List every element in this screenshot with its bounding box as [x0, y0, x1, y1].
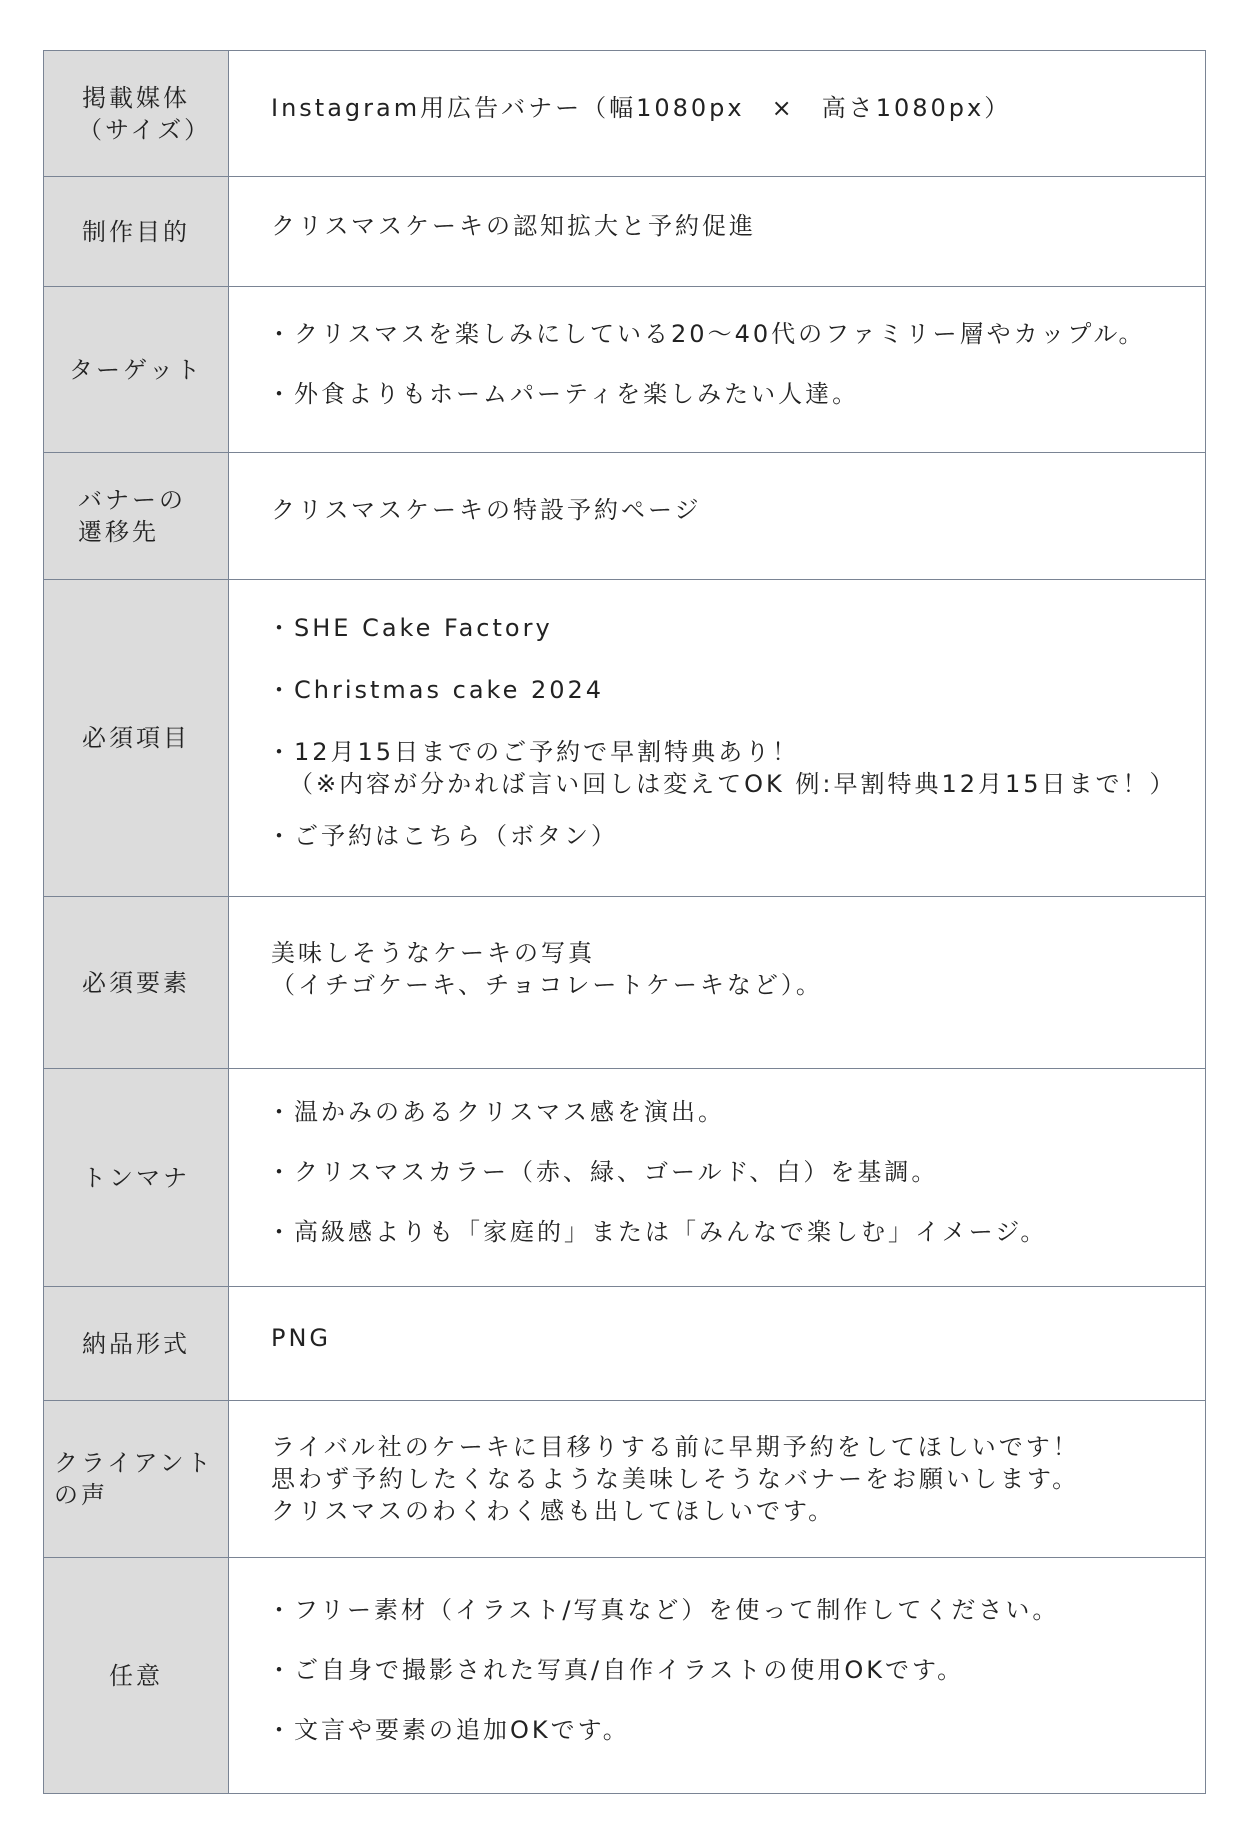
label-line: ターゲット [68, 355, 204, 384]
bullet-item: ・外食よりもホームパーティを楽しみたい人達。 [267, 379, 860, 408]
label-line: 掲載媒体 [82, 83, 190, 112]
value-line: 思わず予約したくなるような美味しそうなバナーをお願いします。 [271, 1465, 1080, 1493]
bullet-item: ・SHE Cake Factory [267, 614, 553, 642]
label-line: 遷移先 [78, 518, 159, 546]
table-row [44, 287, 1206, 453]
row-value-required-elements [229, 897, 1206, 1069]
value-line: クリスマスケーキの特設予約ページ [271, 496, 702, 524]
row-label-optional [44, 1558, 229, 1794]
table-row [44, 453, 1206, 580]
label-line: （サイズ） [78, 115, 212, 144]
table-row [44, 1401, 1206, 1558]
row-label-purpose [44, 177, 229, 287]
row-value-media-size [229, 51, 1206, 177]
label-line: 必須要素 [82, 968, 190, 997]
label-line: クライアント [54, 1449, 214, 1477]
value-line: Instagram用広告バナー（幅1080px × 高さ1080px） [271, 93, 1012, 122]
row-label-target [44, 287, 229, 453]
label-line: 制作目的 [82, 217, 190, 246]
table-row [44, 1069, 1206, 1287]
bullet-text: ・12月15日までのご予約で早割特典あり！ [267, 738, 800, 766]
table-row [44, 51, 1206, 177]
row-value-optional [229, 1558, 1206, 1794]
label-line: バナーの [78, 486, 186, 514]
row-label-required-elements [44, 897, 229, 1069]
row-label-destination [44, 453, 229, 580]
bullet-item: ・ご予約はこちら（ボタン） [267, 822, 618, 850]
bullet-item: ・高級感よりも「家庭的」または「みんなで楽しむ」イメージ。 [267, 1217, 1048, 1246]
bullet-item: ・温かみのあるクリスマス感を演出。 [267, 1097, 726, 1126]
row-label-client-voice [44, 1401, 229, 1558]
bullet-item: ・クリスマスを楽しみにしている20〜40代のファミリー層やカップル。 [267, 319, 1146, 348]
table-row [44, 1558, 1206, 1794]
row-value-client-voice [229, 1401, 1206, 1558]
row-value-target [229, 287, 1206, 453]
label-line: の声 [54, 1481, 108, 1509]
value-line: クリスマスのわくわく感も出してほしいです。 [271, 1497, 836, 1525]
table-row [44, 177, 1206, 287]
value-line: クリスマスケーキの認知拡大と予約促進 [271, 211, 757, 240]
row-value-required-items [229, 580, 1206, 897]
bullet-item-with-note [267, 736, 1195, 800]
bullet-item: ・クリスマスカラー（赤、緑、ゴールド、白）を基調。 [267, 1157, 939, 1186]
row-value-tone-manner [229, 1069, 1206, 1287]
row-value-purpose [229, 177, 1206, 287]
requirements-table [43, 50, 1206, 1794]
table-row [44, 1287, 1206, 1401]
row-label-tone-manner [44, 1069, 229, 1287]
table-row [44, 897, 1206, 1069]
bullet-item: ・フリー素材（イラスト/写真など）を使って制作してください。 [267, 1595, 1060, 1624]
bullet-note: （※内容が分かれば言い回しは変えてOK 例:早割特典12月15日まで！） [289, 770, 1177, 798]
bullet-item: ・Christmas cake 2024 [267, 676, 605, 704]
value-line: PNG [271, 1323, 332, 1352]
label-line: トンマナ [82, 1163, 190, 1192]
row-label-required-items [44, 580, 229, 897]
row-value-destination [229, 453, 1206, 580]
row-label-media-size [44, 51, 229, 177]
bullet-item: ・文言や要素の追加OKです。 [267, 1715, 630, 1744]
label-line: 任意 [109, 1661, 163, 1690]
label-line: 必須項目 [82, 724, 190, 752]
value-line: （イチゴケーキ、チョコレートケーキなど）。 [271, 970, 823, 999]
label-line: 納品形式 [82, 1329, 190, 1358]
bullet-item: ・ご自身で撮影された写真/自作イラストの使用OKです。 [267, 1655, 965, 1684]
row-value-delivery-format [229, 1287, 1206, 1401]
value-line: ライバル社のケーキに目移りする前に早期予約をしてほしいです！ [271, 1433, 1080, 1461]
table-row [44, 580, 1206, 897]
row-label-delivery-format [44, 1287, 229, 1401]
value-line: 美味しそうなケーキの写真 [271, 938, 595, 967]
